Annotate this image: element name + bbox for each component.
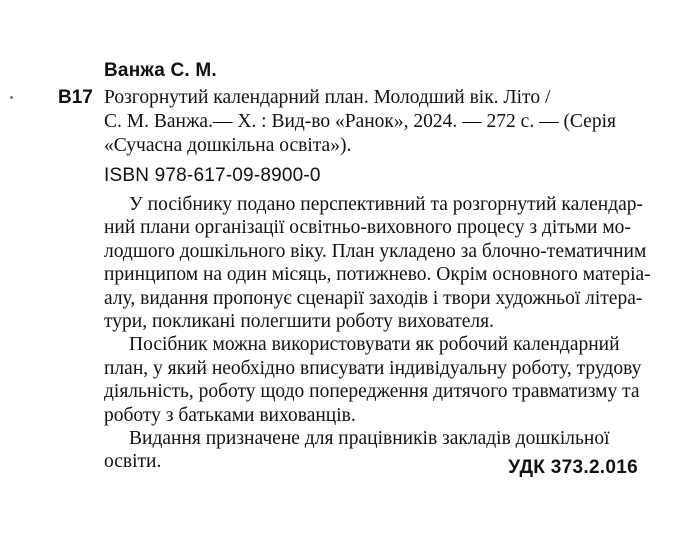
bibliographic-line: Розгорнутий календарний план. Молодший вік. Літо / [104,87,551,108]
annotation-line: роботу з батьками вихованців. [104,404,356,426]
annotation-line: ний плани організації освітньо-виховного процесу з дітьми мо- [104,217,631,239]
annotation-text [104,193,651,474]
annotation-line: принципом на один місяць, потижнево. Окрім основного матеріа- [104,264,651,286]
annotation-line: тури, покликані полегшити роботу вихователя. [104,311,494,333]
author-name: Ванжа С. М. [104,60,217,81]
udc-code: УДК 373.2.016 [508,457,638,478]
annotation-line: освіти. [104,451,162,473]
annotation-line: У посібнику подано перспективний та розгорнутий календар- [129,194,644,215]
scan-artifact-dot [10,96,13,99]
annotation-line: Видання призначене для працівників закладів дошкільної [129,428,610,450]
bibliographic-description [104,86,644,158]
annotation-line: план, у який необхідно вписувати індивідуальну роботу, трудову [104,357,642,379]
annotation-line: діяльність, роботу щодо попередження дитячого травматизму та [104,381,640,403]
annotation-line: алу, видання пропонує сценарії заходів і твори художньої літера- [104,287,643,309]
bibliographic-line: «Сучасна дошкільна освіта»). [104,135,352,156]
classification-code: В17 [58,87,93,108]
annotation-line: Посібник можна використовувати як робочий календарний [129,334,620,356]
isbn-number: ISBN 978-617-09-8900-0 [104,165,321,186]
bibliographic-line: С. М. Ванжа.— Х. : Вид-во «Ранок», 2024. — 272 с. — (Серія [104,111,616,132]
annotation-line: лодшого дошкільного віку. План укладено за блочно-тематичним [104,240,647,262]
